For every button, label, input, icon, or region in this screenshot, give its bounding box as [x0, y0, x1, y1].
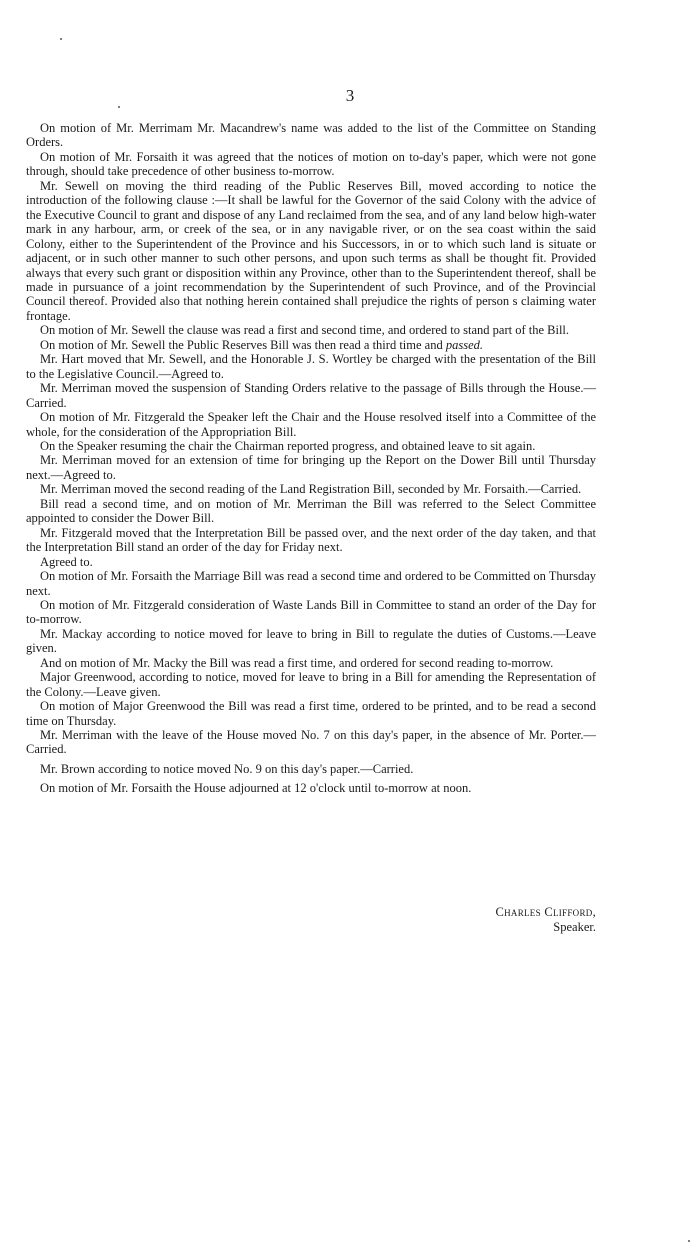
paragraph [26, 338, 596, 352]
paragraph: Agreed to. [40, 554, 93, 569]
paragraph: On motion of Mr. Merrimam Mr. Macandrew's name was added to the list of the Committee on Standing Orders. [26, 121, 596, 150]
paragraph: On motion of Mr. Sewell the clause was read a first and second time, and ordered to stand part of the Bill. [40, 323, 570, 338]
body-text [26, 121, 596, 796]
paragraph: Mr. Sewell on moving the third reading of the Public Reserves Bill, moved according to notice the introduction of the following clause :—It shall be lawful for the Governor of the said Colony with the advice of the Executive Council to grant and dispose of any Land reclaimed from the sea, and of any land below high-water mark in any harbour, arm, or creek of the sea, or in any navigable river, or on the sea coast within the said Colony, either to the Superintendent of the Province and his Successors, in or to which such land is situate or adjacent, or in such other manner to such other persons, and upon such terms as shall be thought fit. Provided always that every such grant or disposition within any Province, other than to the Superintendent thereof, shall be made in pursuance of a joint recommendation by the Superintendent of such Province, and of the Provincial Council thereof. Provided also that nothing herein contained shall prejudice the rights of person s claiming water frontage. [26, 178, 596, 323]
signatory-name: Charles Clifford, [495, 905, 596, 919]
paragraph: Mr. Mackay according to notice moved for leave to bring in Bill to regulate the duties of Customs.—Leave given. [26, 626, 596, 656]
paragraph-text: On motion of Mr. Sewell the Public Reserves Bill was then read a third time and [40, 337, 443, 352]
paragraph: Mr. Merriman moved the second reading of the Land Registration Bill, seconded by Mr. Forsaith.—Carried. [40, 482, 582, 497]
paragraph: And on motion of Mr. Macky the Bill was read a first time, and ordered for second reading to-morrow. [40, 655, 554, 670]
paragraph: Mr. Merriman with the leave of the House moved No. 7 on this day's paper, in the absence of Mr. Porter.—Carried. [26, 728, 596, 757]
paragraph: Mr. Hart moved that Mr. Sewell, and the Honorable J. S. Wortley be charged with the presentation of the Bill to the Legislative Council.—Agreed to. [26, 352, 596, 381]
page-number: 3 [345, 86, 355, 105]
paragraph: On motion of Mr. Forsaith the Marriage Bill was read a second time and ordered to be Committed on Thursday next. [26, 569, 596, 598]
paragraph: Major Greenwood, according to notice, moved for leave to bring in a Bill for amending the Representation of the Colony.—Leave given. [26, 670, 596, 699]
signature-block [495, 905, 596, 935]
speck-mark [60, 38, 62, 40]
paragraph: Mr. Fitzgerald moved that the Interpretation Bill be passed over, and the next order of the day taken, and that the Interpretation Bill stand an order of the day for Friday next. [26, 525, 596, 555]
speck-mark [118, 106, 120, 108]
paragraph: On the Speaker resuming the chair the Chairman reported progress, and obtained leave to sit again. [40, 438, 536, 453]
paragraph: On motion of Mr. Forsaith the House adjourned at 12 o'clock until to-morrow at noon. [40, 781, 472, 796]
paragraph: Mr. Merriman moved the suspension of Standing Orders relative to the passage of Bills through the House.—Carried. [26, 381, 596, 410]
paragraph: On motion of Mr. Fitzgerald consideration of Waste Lands Bill in Committee to stand an order of the Day for to-morrow. [26, 597, 596, 627]
italic-word: passed. [445, 337, 483, 352]
paragraph: On motion of Mr. Fitzgerald the Speaker left the Chair and the House resolved itself into a Committee of the whole, for the consideration of the Appropriation Bill. [26, 410, 596, 439]
signatory-title: Speaker. [553, 920, 596, 934]
paragraph: Bill read a second time, and on motion of Mr. Merriman the Bill was referred to the Select Committee appointed to consider the Dower Bill. [26, 496, 596, 526]
paragraph: On motion of Major Greenwood the Bill was read a first time, ordered to be printed, and to be read a second time on Thursday. [26, 699, 596, 728]
speck-mark [688, 1240, 690, 1242]
paragraph: Mr. Brown according to notice moved No. 9 on this day's paper.—Carried. [40, 761, 414, 776]
paragraph: On motion of Mr. Forsaith it was agreed that the notices of motion on to-day's paper, which were not gone through, should take precedence of other business to-morrow. [26, 149, 596, 179]
paragraph: Mr. Merriman moved for an extension of time for bringing up the Report on the Dower Bill until Thursday next.—Agreed to. [26, 453, 596, 482]
